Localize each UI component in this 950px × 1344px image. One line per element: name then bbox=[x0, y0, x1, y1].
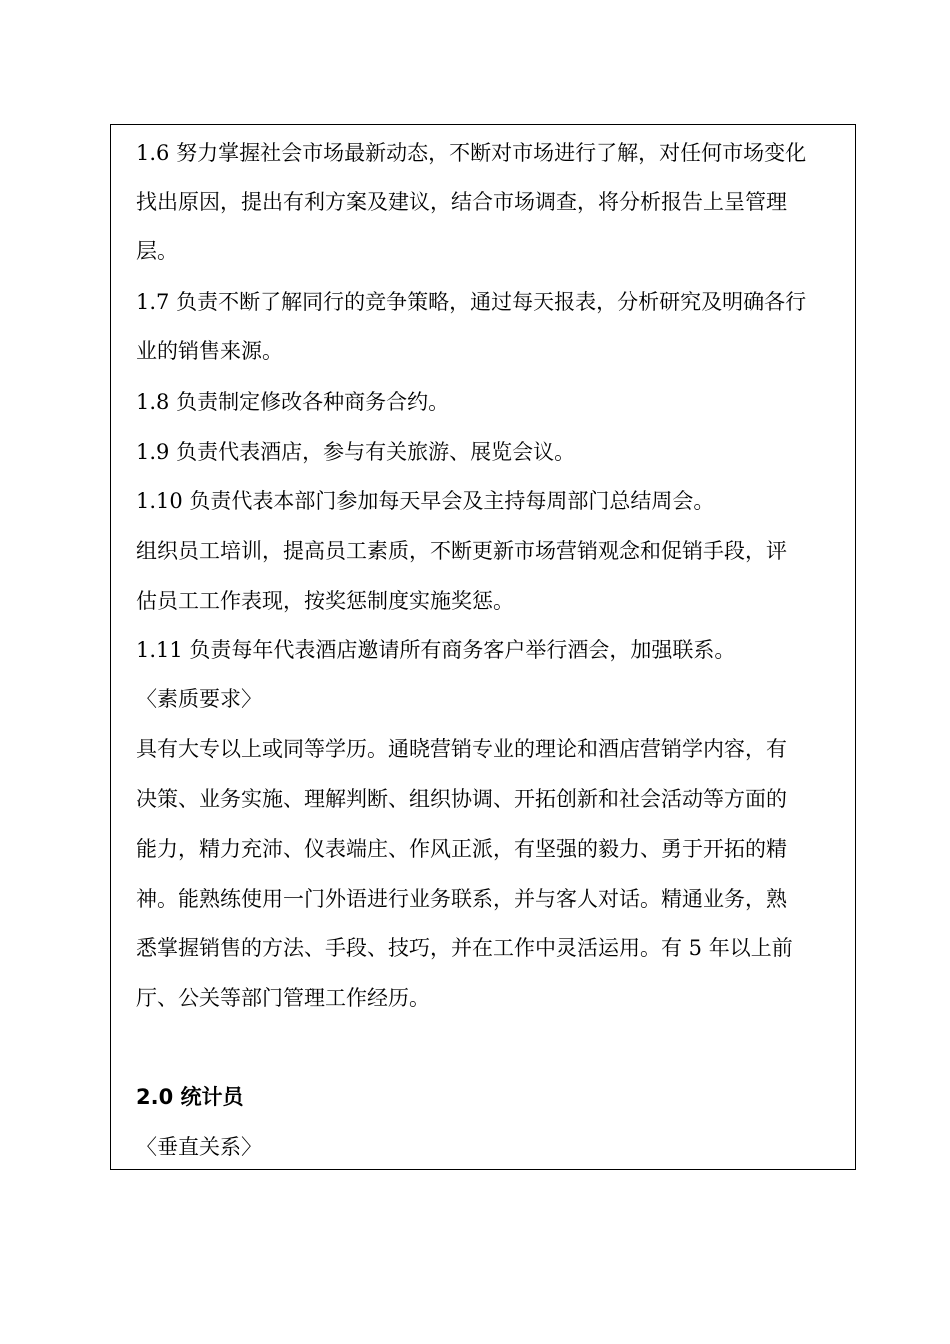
text-line: 厅、公关等部门管理工作经历。 bbox=[136, 986, 430, 1010]
text-line: 估员工工作表现，按奖惩制度实施奖惩。 bbox=[136, 589, 514, 613]
text-line: 神。能熟练使用一门外语进行业务联系，并与客人对话。精通业务，熟 bbox=[136, 887, 787, 911]
text-line: 悉掌握销售的方法、手段、技巧，并在工作中灵活运用。有 5 年以上前 bbox=[136, 936, 793, 960]
section-heading: 〈垂直关系〉 bbox=[136, 1135, 262, 1159]
text-line: 1.7 负责不断了解同行的竞争策略，通过每天报表，分析研究及明确各行 bbox=[136, 290, 807, 314]
text-line: 1.6 努力掌握社会市场最新动态，不断对市场进行了解，对任何市场变化 bbox=[136, 141, 807, 165]
text-line: 1.9 负责代表酒店，参与有关旅游、展览会议。 bbox=[136, 440, 576, 464]
text-line: 1.11 负责每年代表酒店邀请所有商务客户举行酒会，加强联系。 bbox=[136, 638, 736, 662]
text-line: 1.10 负责代表本部门参加每天早会及主持每周部门总结周会。 bbox=[136, 489, 715, 513]
section-title: 2.0 统计员 bbox=[136, 1085, 244, 1109]
text-line: 决策、业务实施、理解判断、组织协调、开拓创新和社会活动等方面的 bbox=[136, 787, 787, 811]
text-line: 层。 bbox=[136, 239, 178, 263]
text-line: 具有大专以上或同等学历。通晓营销专业的理论和酒店营销学内容，有 bbox=[136, 737, 787, 761]
text-line: 1.8 负责制定修改各种商务合约。 bbox=[136, 390, 450, 414]
text-line: 能力，精力充沛、仪表端庄、作风正派，有坚强的毅力、勇于开拓的精 bbox=[136, 837, 787, 861]
text-line: 组织员工培训，提高员工素质，不断更新市场营销观念和促销手段，评 bbox=[136, 539, 787, 563]
text-line: 业的销售来源。 bbox=[136, 339, 283, 363]
text-line: 找出原因，提出有利方案及建议，结合市场调查，将分析报告上呈管理 bbox=[136, 190, 787, 214]
section-heading: 〈素质要求〉 bbox=[136, 687, 262, 711]
